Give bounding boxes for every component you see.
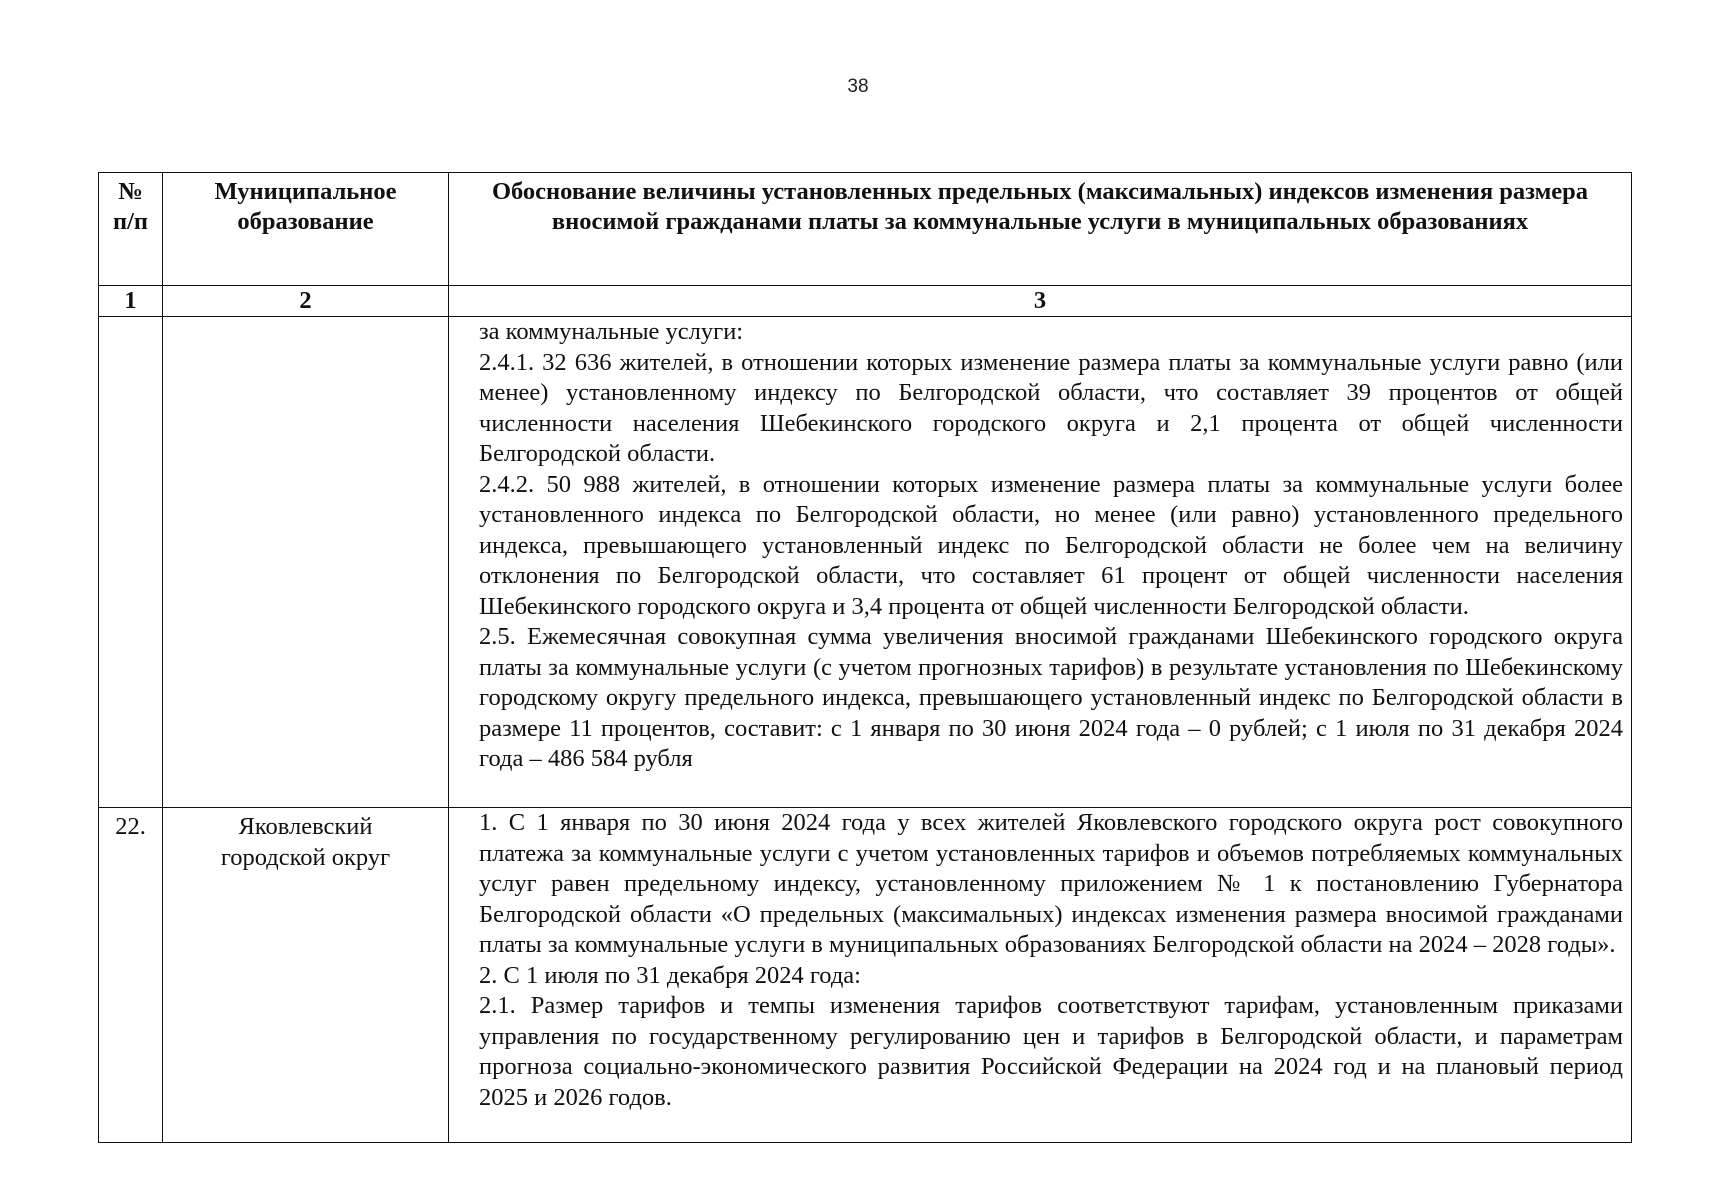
paragraph: 1. С 1 января по 30 июня 2024 года у всех жителей Яковлевского городского округа рост совокупного платежа за коммунальные услуги с учетом установленных тарифов и объемов потребляемых коммунальных услуг равен предельному индексу, установленному приложением № 1 к постановлению Губернатора Белгородской области «О предельных (максимальных) индексах изменения размера вносимой гражданами платы за коммунальные услуги в муниципальных образованиях Белгородской области на 2024 – 2028 годы». <box>479 809 1623 958</box>
row-municipality: Яковлевский городской округ <box>163 808 449 1143</box>
paragraph: за коммунальные услуги: <box>479 318 744 345</box>
paragraph: 2.5. Ежемесячная совокупная сумма увеличения вносимой гражданами Шебекинского городского округа платы за коммунальные услуги (с учетом прогнозных тарифов) в результате установления по Шебекинскому городскому округу предельного индекса, превышающего установленный индекс по Белгородской области в размере 11 процентов, составит: с 1 января по 30 июня 2024 года – 0 рублей; с 1 июля по 31 декабря 2024 года – 486 584 рубля <box>479 623 1623 772</box>
row-number: 22. <box>99 808 163 1143</box>
header-municipality: Муниципальное образование <box>163 173 449 286</box>
paragraph: 2.1. Размер тарифов и темпы изменения тарифов соответствуют тарифам, установленным приказами управления по государственному регулированию цен и тарифов в Белгородской области, и параметрам прогноза социально-экономического развития Российской Федерации на 2024 год и на плановый период 2025 и 2026 годов. <box>479 992 1623 1111</box>
row-municipality <box>163 317 449 808</box>
paragraph: 2.4.2. 50 988 жителей, в отношении которых изменение размера платы за коммунальные услуги более установленного индекса по Белгородской области, но менее (или равно) установленного предельного индекса, превышающего установленный индекс по Белгородской области не более чем на величину отклонения по Белгородской области, что составляет 61 процент от общей численности населения Шебекинского городского округа и 3,4 процента от общей численности Белгородской области. <box>479 470 1623 620</box>
table-row <box>99 808 1632 1143</box>
page-number: 38 <box>847 76 869 97</box>
table-row <box>99 317 1632 808</box>
header-num: № п/п <box>99 173 163 286</box>
table-header-row <box>99 173 1632 286</box>
column-index-3: 3 <box>449 286 1632 317</box>
tariff-justification-table <box>98 172 1632 1143</box>
header-justification: Обоснование величины установленных предельных (максимальных) индексов изменения размера вносимой гражданами платы за коммунальные услуги в муниципальных образованиях <box>449 173 1632 286</box>
column-index-1: 1 <box>99 286 163 317</box>
column-index-2: 2 <box>163 286 449 317</box>
row-number <box>99 317 163 808</box>
column-index-row <box>99 286 1632 317</box>
paragraph: 2. С 1 июля по 31 декабря 2024 года: <box>479 961 861 989</box>
row-justification <box>449 808 1632 1143</box>
paragraph: 2.4.1. 32 636 жителей, в отношении которых изменение размера платы за коммунальные услуги равно (или менее) установленному индексу по Белгородской области, что составляет 39 процентов от общей численности населения Шебекинского городского округа и 2,1 процента от общей численности Белгородской области. <box>479 348 1623 467</box>
row-justification <box>449 317 1632 808</box>
